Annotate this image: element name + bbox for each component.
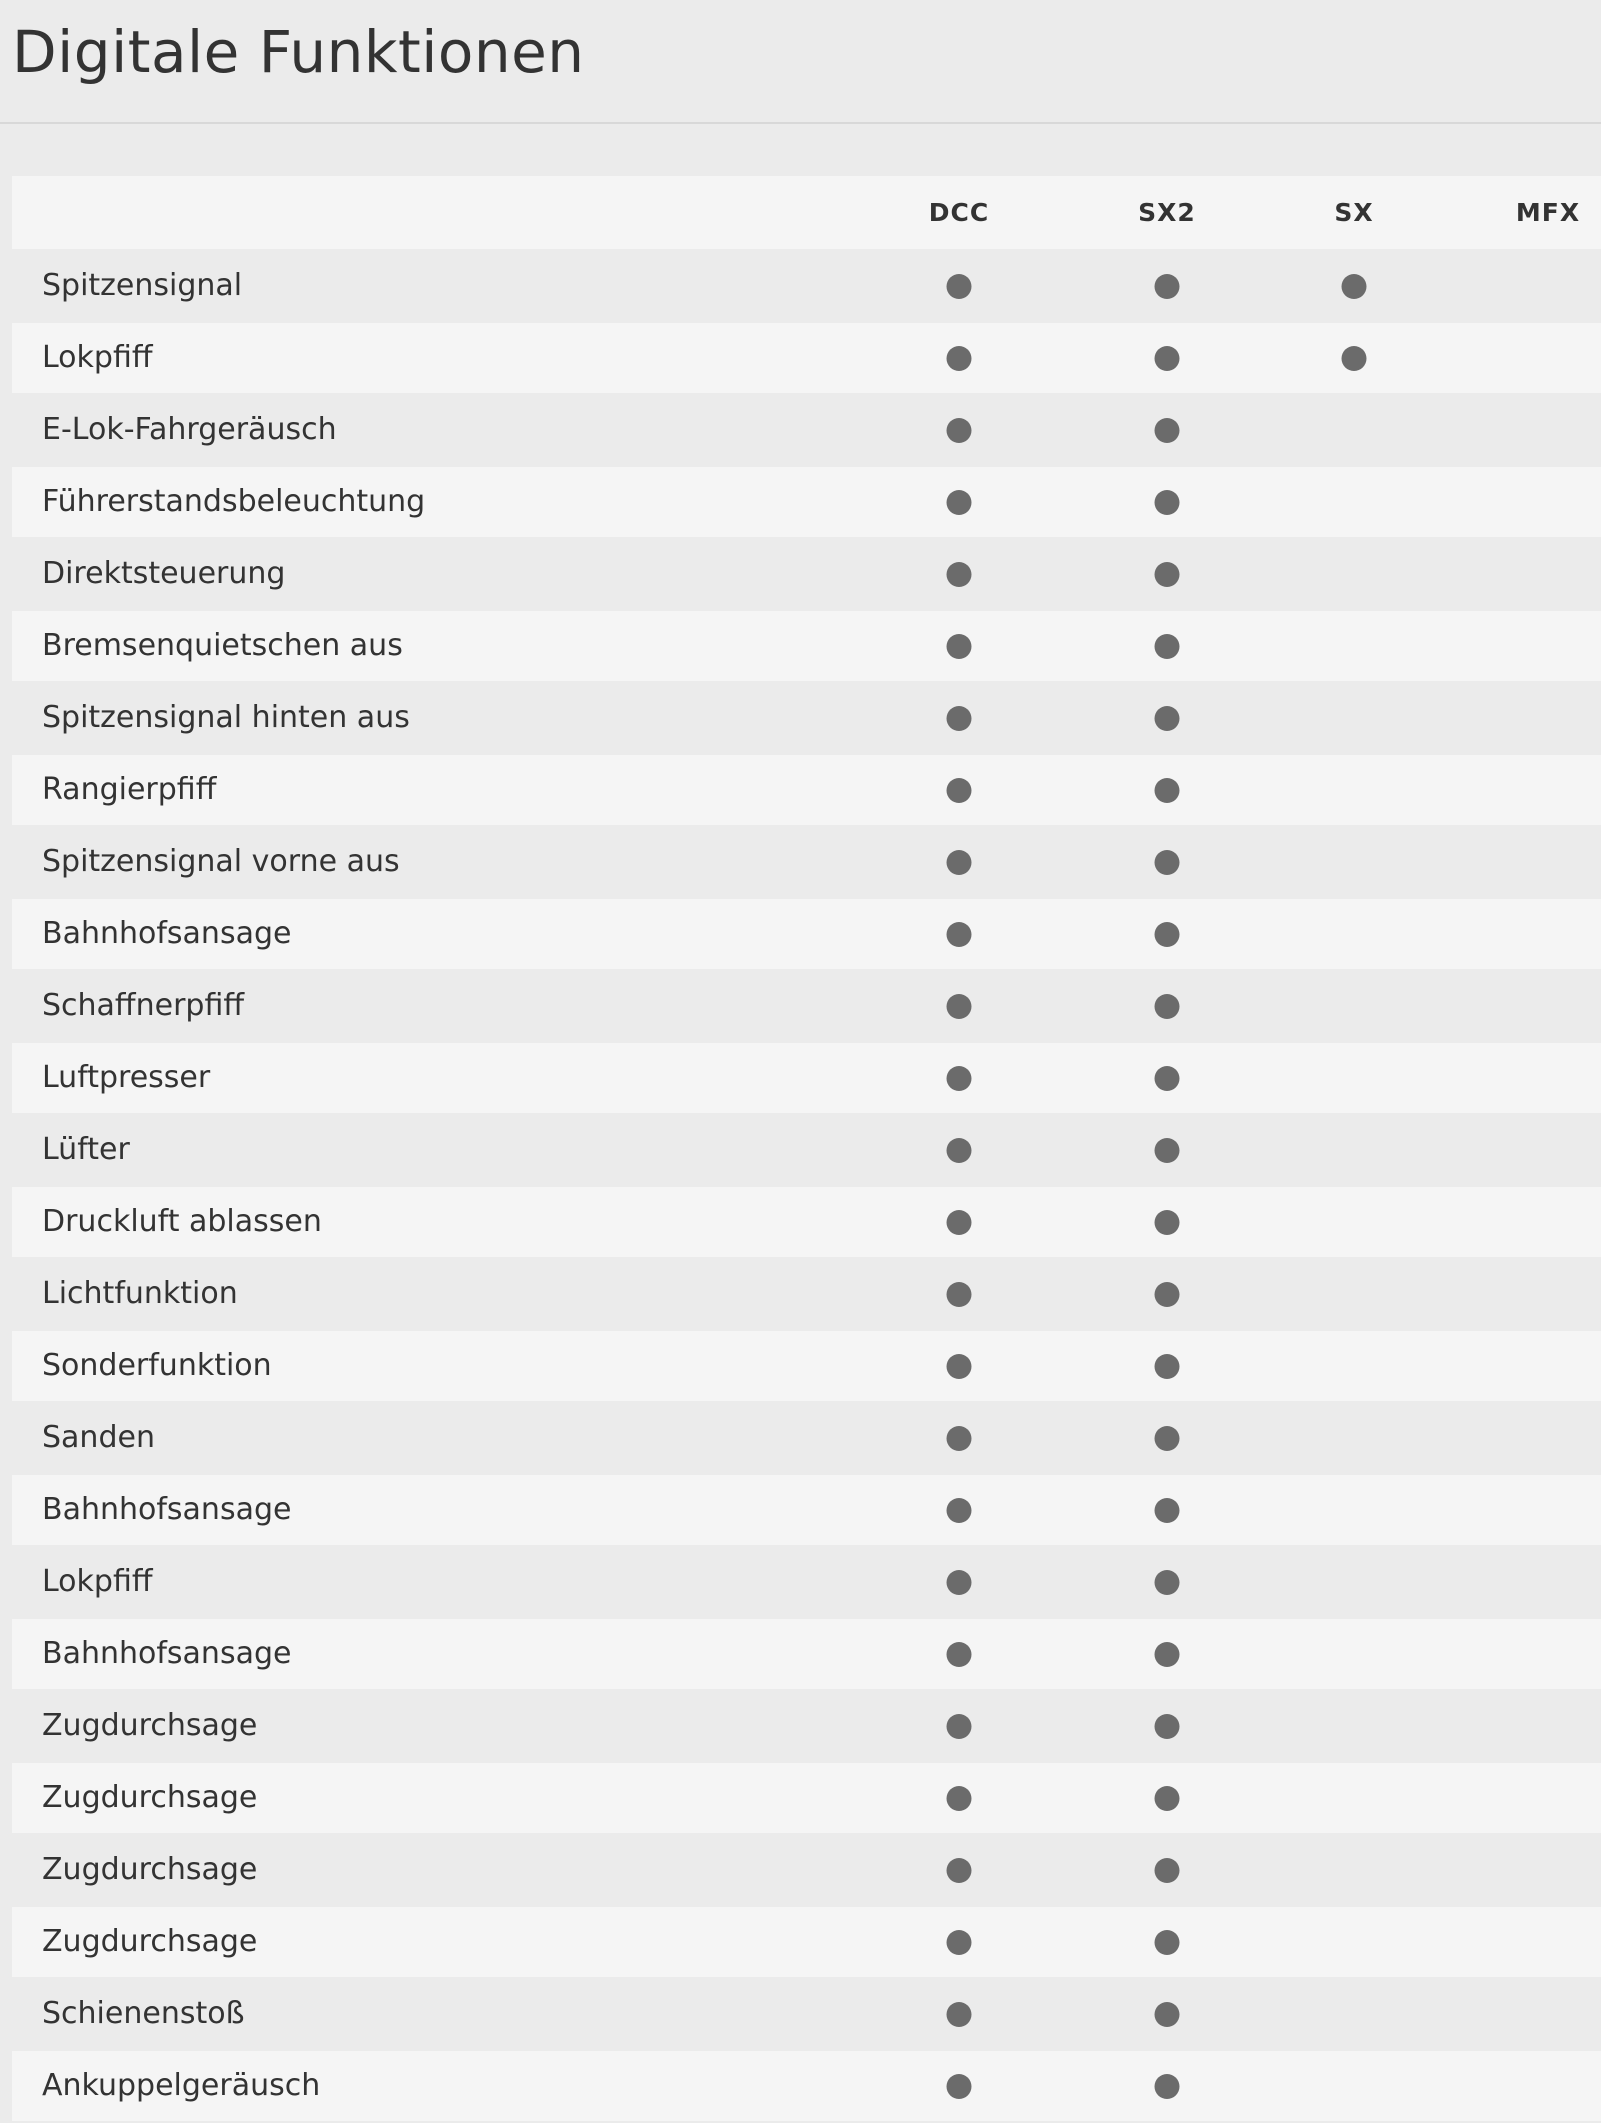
supported-dot-icon [947,778,972,803]
function-label: Luftpresser [42,1060,211,1095]
table-row [12,1115,1601,1185]
title-divider [0,122,1601,124]
function-label: Direktsteuerung [42,556,286,591]
column-header-dcc: DCC [928,198,990,227]
table-row [12,1475,1601,1545]
function-label: Lichtfunktion [42,1276,238,1311]
supported-dot-icon [947,706,972,731]
table-row [12,1691,1601,1761]
function-label: Spitzensignal vorne aus [42,844,400,879]
supported-dot-icon [1155,922,1180,947]
supported-dot-icon [1155,1066,1180,1091]
supported-dot-icon [1155,634,1180,659]
supported-dot-icon [1155,1282,1180,1307]
function-label: Rangierpfiff [42,772,217,807]
supported-dot-icon [1155,2002,1180,2027]
supported-dot-icon [1155,1786,1180,1811]
supported-dot-icon [947,1498,972,1523]
column-header-sx: SX [1334,198,1374,227]
supported-dot-icon [947,1066,972,1091]
function-label: E-Lok-Fahrgeräusch [42,412,337,447]
supported-dot-icon [1155,1714,1180,1739]
supported-dot-icon [1155,1570,1180,1595]
table-row [12,2051,1601,2121]
supported-dot-icon [947,634,972,659]
supported-dot-icon [947,2074,972,2099]
table-row [12,1187,1601,1257]
supported-dot-icon [1155,778,1180,803]
table-row [12,827,1601,897]
function-label: Schienenstoß [42,1996,245,2031]
supported-dot-icon [1155,850,1180,875]
table-row [12,611,1601,681]
supported-dot-icon [947,1426,972,1451]
table-row [12,1979,1601,2049]
function-label: Lüfter [42,1132,130,1167]
supported-dot-icon [947,418,972,443]
table-header [12,176,1601,249]
table-row [12,755,1601,825]
supported-dot-icon [1155,418,1180,443]
supported-dot-icon [1155,562,1180,587]
functions-table [12,176,1601,2121]
supported-dot-icon [1155,706,1180,731]
supported-dot-icon [947,346,972,371]
function-label: Bahnhofsansage [42,1636,292,1671]
supported-dot-icon [947,1138,972,1163]
function-label: Schaffnerpfiff [42,988,245,1023]
function-label: Sonderfunktion [42,1348,272,1383]
function-label: Zugdurchsage [42,1852,258,1887]
supported-dot-icon [1155,2074,1180,2099]
table-row [12,683,1601,753]
supported-dot-icon [1155,1354,1180,1379]
table-row [12,395,1601,465]
supported-dot-icon [947,1282,972,1307]
supported-dot-icon [1155,1498,1180,1523]
supported-dot-icon [1155,1858,1180,1883]
function-label: Bahnhofsansage [42,916,292,951]
supported-dot-icon [947,1786,972,1811]
supported-dot-icon [1155,1642,1180,1667]
function-label: Lokpfiff [42,340,153,375]
function-label: Ankuppelgeräusch [42,2068,321,2103]
table-row [12,971,1601,1041]
page-title: Digitale Funktionen [12,18,585,86]
supported-dot-icon [1155,346,1180,371]
supported-dot-icon [1155,490,1180,515]
supported-dot-icon [947,850,972,875]
function-label: Zugdurchsage [42,1780,258,1815]
table-row [12,1043,1601,1113]
function-label: Sanden [42,1420,155,1455]
supported-dot-icon [947,1858,972,1883]
supported-dot-icon [1155,994,1180,1019]
supported-dot-icon [947,1354,972,1379]
supported-dot-icon [1155,1426,1180,1451]
table-row [12,1763,1601,1833]
table-row [12,251,1601,321]
table-body [12,251,1601,2121]
column-header-mfx: MFX [1515,198,1581,227]
supported-dot-icon [1155,274,1180,299]
table-row [12,323,1601,393]
function-label: Zugdurchsage [42,1924,258,1959]
table-row [12,1331,1601,1401]
function-label: Druckluft ablassen [42,1204,322,1239]
function-label: Bremsenquietschen aus [42,628,403,663]
supported-dot-icon [947,1642,972,1667]
table-row [12,467,1601,537]
supported-dot-icon [1155,1210,1180,1235]
supported-dot-icon [947,2002,972,2027]
supported-dot-icon [947,490,972,515]
supported-dot-icon [1155,1930,1180,1955]
supported-dot-icon [947,994,972,1019]
function-label: Lokpfiff [42,1564,153,1599]
table-row [12,1403,1601,1473]
function-label: Spitzensignal [42,268,243,303]
supported-dot-icon [1342,274,1367,299]
table-row [12,899,1601,969]
table-row [12,1259,1601,1329]
supported-dot-icon [947,1930,972,1955]
supported-dot-icon [947,1714,972,1739]
table-row [12,1835,1601,1905]
function-label: Bahnhofsansage [42,1492,292,1527]
supported-dot-icon [947,1210,972,1235]
supported-dot-icon [947,922,972,947]
table-row [12,1619,1601,1689]
function-label: Zugdurchsage [42,1708,258,1743]
supported-dot-icon [1342,346,1367,371]
function-label: Führerstandsbeleuchtung [42,484,426,519]
function-label: Spitzensignal hinten aus [42,700,410,735]
column-header-sx2: SX2 [1138,198,1196,227]
table-row [12,1907,1601,1977]
supported-dot-icon [947,274,972,299]
supported-dot-icon [947,562,972,587]
supported-dot-icon [1155,1138,1180,1163]
table-row [12,1547,1601,1617]
supported-dot-icon [947,1570,972,1595]
table-row [12,539,1601,609]
